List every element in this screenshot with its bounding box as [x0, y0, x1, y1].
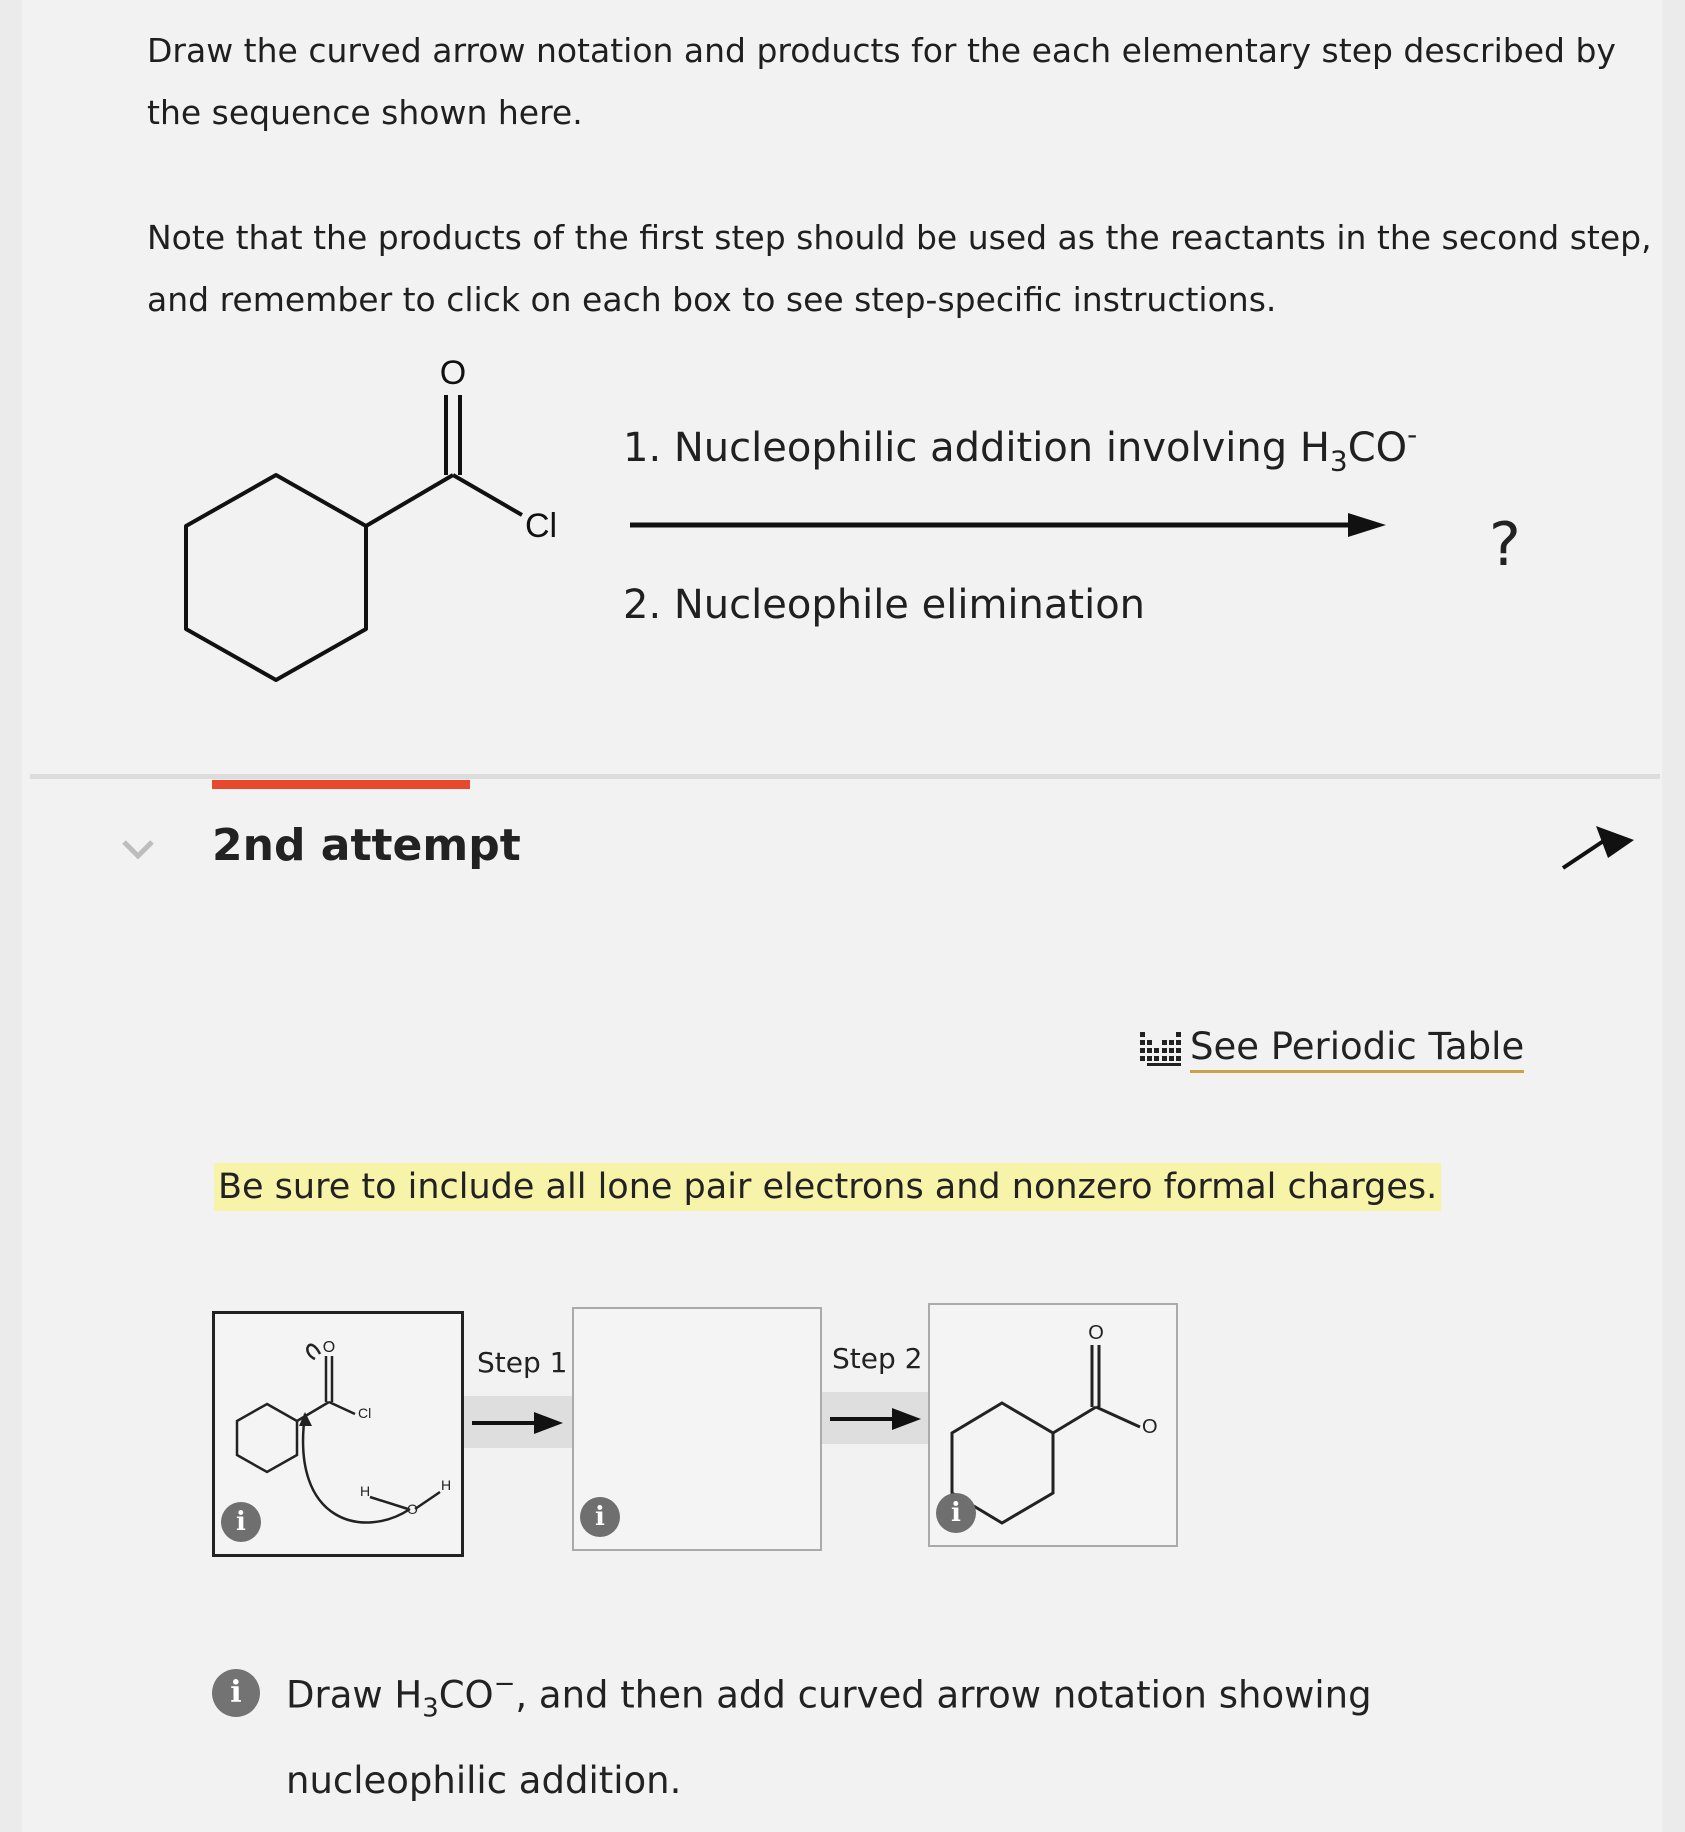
- periodic-table-link-text[interactable]: See Periodic Table: [1190, 1025, 1524, 1073]
- step1-charge: -: [1407, 418, 1418, 451]
- box3-carbonyl-oxygen: O: [1088, 1322, 1104, 1344]
- hint-prefix: Draw H: [286, 1673, 423, 1717]
- question-line-1: Draw the curved arrow notation and products for the each elementary step described by: [147, 31, 1616, 70]
- periodic-table-icon: [1138, 1030, 1182, 1068]
- chevron-down-icon[interactable]: [120, 838, 156, 862]
- attempt-tab-indicator: [212, 780, 470, 789]
- hint-charge: −: [493, 1669, 516, 1699]
- box1-o-h-bond: [415, 1492, 440, 1509]
- attempt-label: 2nd attempt: [212, 820, 521, 871]
- step1-label: Step 1: [477, 1346, 568, 1379]
- hint-rest: , and then add curved arrow notation showing: [515, 1673, 1372, 1717]
- box1-ring: [237, 1404, 297, 1472]
- step-hint: [286, 1648, 1386, 1817]
- box1-curved-arrow: [303, 1414, 410, 1523]
- step2-condition: 2. Nucleophile elimination: [623, 582, 1146, 628]
- cyclohexane-ring: [186, 475, 366, 680]
- box1-water-oxygen: O: [407, 1501, 418, 1517]
- step2-arrow: [828, 1404, 923, 1434]
- box2-info-icon[interactable]: i: [580, 1497, 620, 1537]
- bond-c-cl: [453, 475, 522, 515]
- step1-condition: [623, 418, 1417, 478]
- box1-info-icon[interactable]: i: [221, 1502, 261, 1542]
- product-drawing-box[interactable]: [928, 1303, 1178, 1547]
- step1-formula: CO: [1347, 424, 1408, 471]
- reactant-chlorine-label: Cl: [525, 507, 558, 545]
- box1-hydrogen-2: H: [441, 1477, 452, 1493]
- box1-hydrogen-1: H: [360, 1483, 371, 1499]
- periodic-table-link[interactable]: [1138, 1025, 1524, 1073]
- box3-c-o-bond: [1096, 1407, 1140, 1427]
- box1-h-o-bond: [370, 1497, 408, 1509]
- box1-oxygen: O: [322, 1339, 336, 1356]
- instruction-note: Be sure to include all lone pair electrons and nonzero formal charges.: [214, 1163, 1441, 1211]
- question-line-2: the sequence shown here.: [147, 93, 583, 132]
- reactant-acyl-chloride: [160, 340, 600, 700]
- bond-ring-carbonyl: [366, 475, 453, 526]
- step1-drawing-box[interactable]: [212, 1311, 464, 1557]
- step2-drawing-box[interactable]: [572, 1307, 822, 1551]
- box1-c-cl-bond: [329, 1402, 355, 1414]
- step1-arrow: [470, 1408, 565, 1438]
- hint-info-icon: i: [212, 1669, 260, 1717]
- step2-label: Step 2: [832, 1342, 923, 1375]
- question-line-4: and remember to click on each box to see step-specific instructions.: [147, 280, 1277, 319]
- box3-bond: [1053, 1407, 1096, 1433]
- box1-chlorine: Cl: [358, 1405, 372, 1421]
- cursor-arrow-icon: [1560, 818, 1635, 873]
- hint-line-2: nucleophilic addition.: [286, 1758, 682, 1802]
- hint-formula: CO: [438, 1673, 494, 1717]
- box3-single-oxygen: O: [1142, 1416, 1158, 1438]
- step1-subscript: 3: [1329, 444, 1348, 478]
- step1-text: 1. Nucleophilic addition involving H: [623, 424, 1330, 471]
- box3-info-icon[interactable]: i: [936, 1493, 976, 1533]
- reaction-arrow: [628, 505, 1388, 545]
- hint-subscript: 3: [422, 1693, 439, 1724]
- reactant-oxygen-label: O: [439, 354, 467, 392]
- unknown-product: ?: [1489, 510, 1521, 580]
- box1-carbonyl-arrow: [307, 1345, 320, 1359]
- box1-bond: [297, 1402, 329, 1421]
- section-divider: [30, 774, 1660, 779]
- question-line-3: Note that the products of the first step should be used as the reactants in the second step,: [147, 218, 1652, 257]
